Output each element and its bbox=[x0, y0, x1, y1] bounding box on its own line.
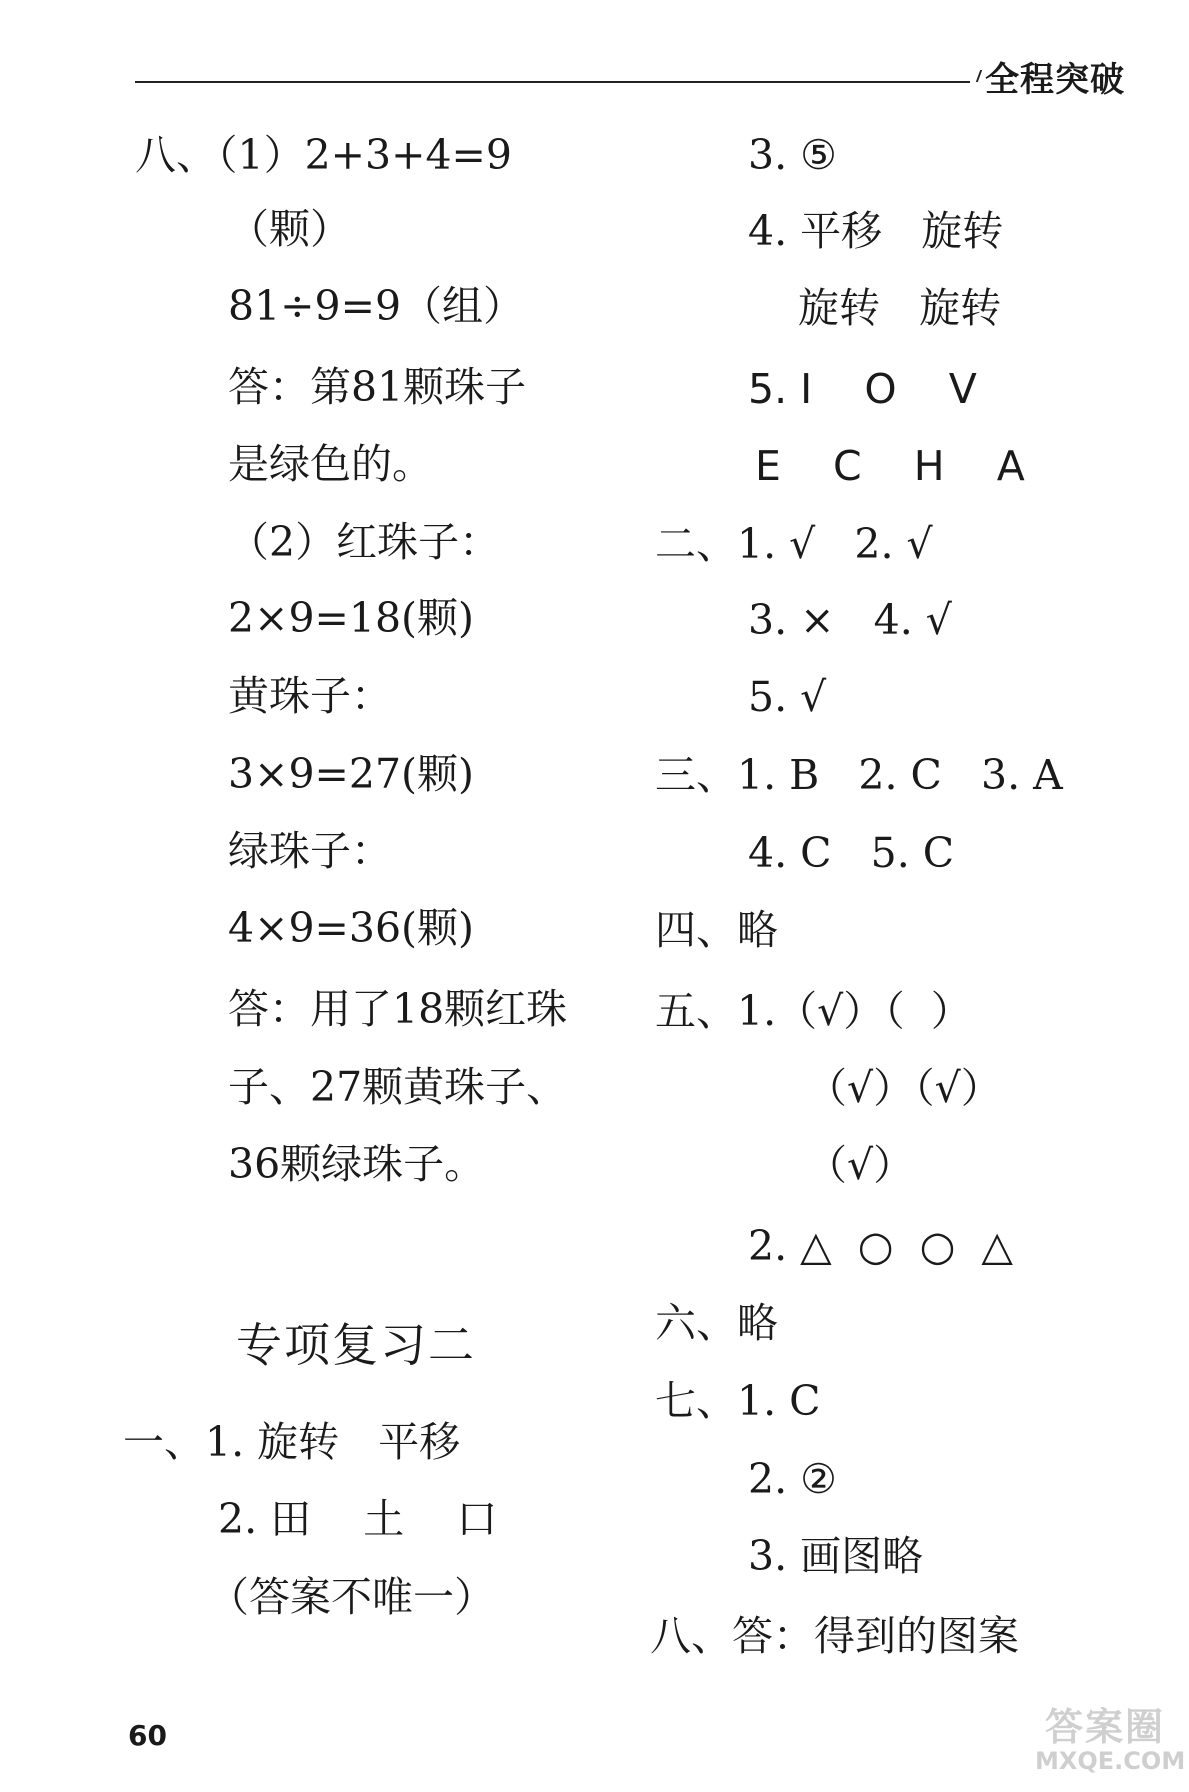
header-rule-hook bbox=[966, 70, 982, 82]
answer-line: 八、答：得到的图案 bbox=[650, 1612, 1019, 1660]
answer-line: E C H A bbox=[755, 442, 1025, 490]
answer-line: （√） bbox=[806, 1141, 915, 1189]
answer-line: 2. 田 土 口 bbox=[218, 1495, 498, 1543]
answer-line: 2×9=18(颗) bbox=[228, 594, 475, 642]
watermark-text: 答案圈 bbox=[1044, 1705, 1165, 1749]
answer-line: 八、（1）2+3+4=9 bbox=[135, 131, 512, 179]
answer-line: 3. 画图略 bbox=[748, 1532, 924, 1580]
answer-line: 答：用了18颗红珠 bbox=[228, 985, 568, 1033]
answer-line: 36颗绿珠子。 bbox=[228, 1140, 486, 1188]
answer-line: 答：第81颗珠子 bbox=[228, 363, 527, 411]
header-rule bbox=[135, 81, 970, 83]
answer-line: 4. 平移 旋转 bbox=[748, 207, 1004, 255]
answer-line: 5. √ bbox=[748, 673, 827, 721]
answer-line: 三、1. B 2. C 3. A bbox=[655, 751, 1063, 799]
page-number: 60 bbox=[128, 1719, 167, 1752]
answer-line: 4. C 5. C bbox=[748, 829, 955, 877]
answer-line: 3×9=27(颗) bbox=[228, 750, 475, 798]
answer-line: 子、27颗黄珠子、 bbox=[228, 1063, 568, 1111]
answer-line: 旋转 旋转 bbox=[798, 284, 1002, 332]
answer-line: 3. ⑤ bbox=[748, 131, 837, 179]
answer-line: 二、1. √ 2. √ bbox=[655, 520, 933, 568]
answer-line: 黄珠子： bbox=[228, 672, 392, 720]
watermark-url: MXQE.COM bbox=[1035, 1747, 1186, 1775]
answer-line: （颗） bbox=[228, 205, 351, 253]
answer-line: （答案不唯一） bbox=[208, 1573, 495, 1621]
answer-line: 2. ② bbox=[748, 1455, 837, 1503]
answer-line: 3. × 4. √ bbox=[748, 596, 952, 644]
answer-line: 绿珠子： bbox=[228, 827, 392, 875]
answer-line: 是绿色的。 bbox=[228, 440, 433, 488]
answer-line: （2）红珠子： bbox=[228, 518, 501, 566]
answer-line: 七、1. C bbox=[655, 1377, 821, 1425]
answer-line: 5. I O V bbox=[748, 365, 977, 413]
header-brand: 全程突破 bbox=[985, 60, 1125, 100]
section-title: 专项复习二 bbox=[236, 1318, 476, 1372]
answer-line: （√）（√） bbox=[806, 1064, 1002, 1112]
answer-line: 六、略 bbox=[655, 1299, 778, 1347]
answer-line: 2. △ ○ ○ △ bbox=[748, 1222, 1013, 1270]
answer-line: 四、略 bbox=[655, 906, 778, 954]
answer-line: 五、1.（√）（ ） bbox=[655, 987, 972, 1035]
answer-line: 81÷9=9（组） bbox=[228, 282, 525, 330]
answer-line: 一、1. 旋转 平移 bbox=[123, 1418, 461, 1466]
answer-line: 4×9=36(颗) bbox=[228, 904, 475, 952]
watermark-logo bbox=[1035, 1705, 1186, 1780]
